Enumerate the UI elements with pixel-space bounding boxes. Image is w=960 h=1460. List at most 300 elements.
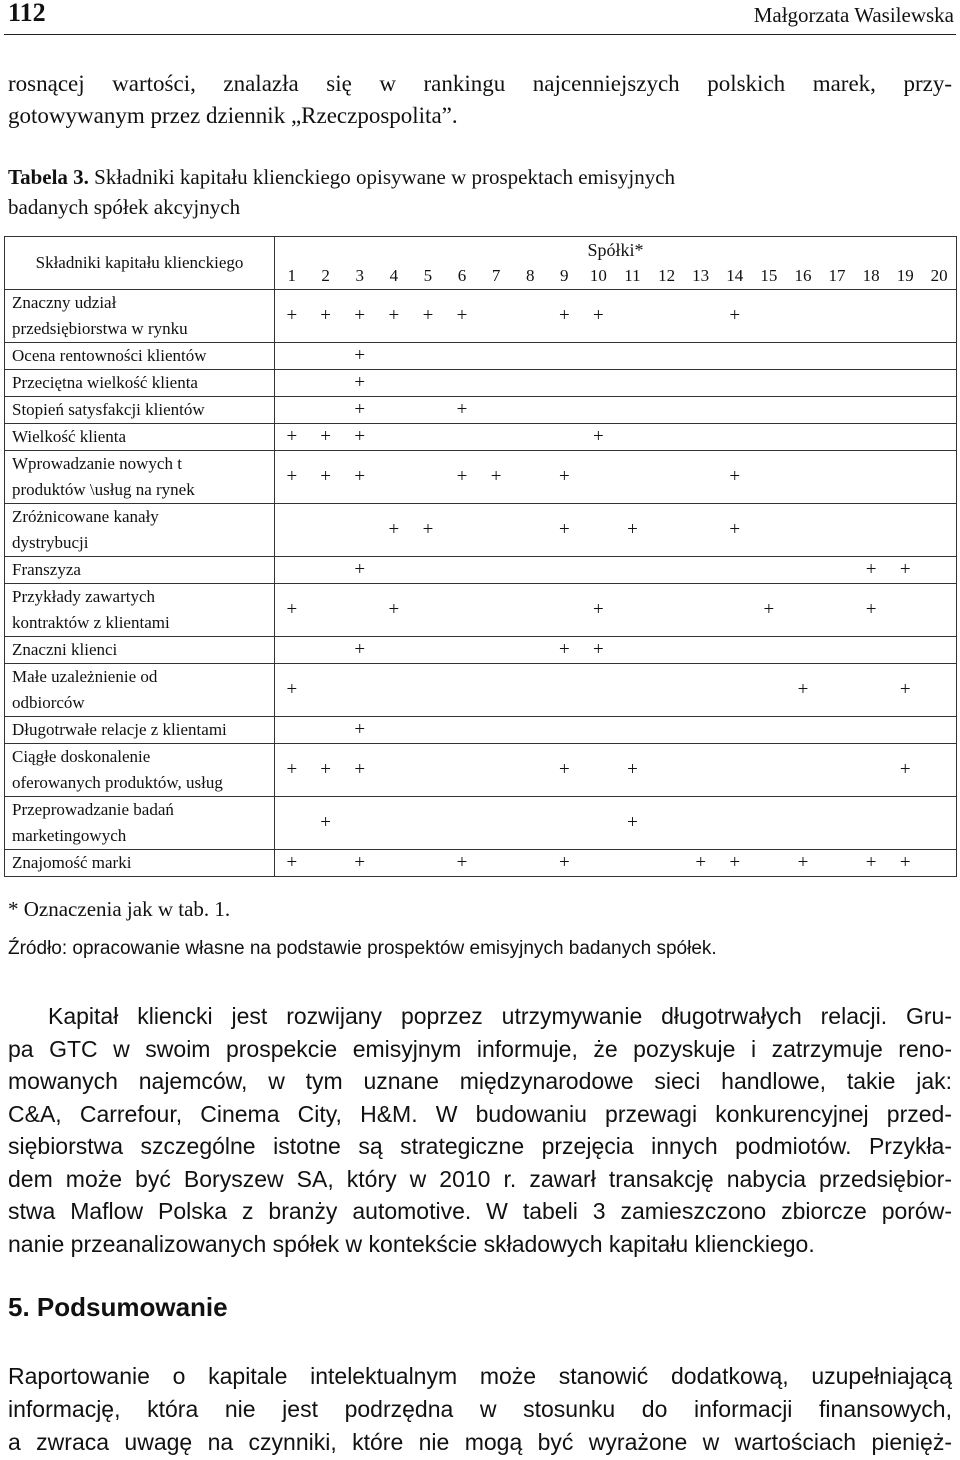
empty-cell xyxy=(479,717,513,744)
empty-cell xyxy=(479,504,513,557)
summary-line: a zwraca uwagę na czynniki, które nie mogą być wyrażone w wartościach pienięż- xyxy=(8,1429,952,1455)
mark-plus: + xyxy=(275,744,309,797)
table-row xyxy=(5,584,957,637)
mark-plus: + xyxy=(275,290,309,343)
row-label-line: Stopień satysfakcji klientów xyxy=(12,400,205,419)
mark-plus: + xyxy=(343,424,377,451)
empty-cell xyxy=(445,664,479,717)
mark-plus: + xyxy=(309,797,343,850)
empty-cell xyxy=(786,557,820,584)
paragraph-line: dem może być Boryszew SA, który w 2010 r. zawarł transakcję nabycia przedsiębior- xyxy=(8,1165,952,1192)
table-row xyxy=(5,557,957,584)
empty-cell xyxy=(513,717,547,744)
column-number: 18 xyxy=(854,263,888,290)
table-row xyxy=(5,797,957,850)
empty-cell xyxy=(922,451,956,504)
column-number: 20 xyxy=(922,263,956,290)
mark-plus: + xyxy=(343,744,377,797)
mark-plus: + xyxy=(581,584,615,637)
empty-cell xyxy=(820,557,854,584)
row-label-line: przedsiębiorstwa w rynku xyxy=(12,319,188,338)
empty-cell xyxy=(445,557,479,584)
empty-cell xyxy=(922,504,956,557)
empty-cell xyxy=(650,717,684,744)
empty-cell xyxy=(650,850,684,877)
mark-plus: + xyxy=(854,850,888,877)
row-label xyxy=(5,584,275,637)
empty-cell xyxy=(581,744,615,797)
column-number: 4 xyxy=(377,263,411,290)
table-source: Źródło: opracowanie własne na podstawie prospektów emisyjnych badanych spółek. xyxy=(8,938,717,959)
empty-cell xyxy=(854,451,888,504)
empty-cell xyxy=(547,424,581,451)
empty-cell xyxy=(445,584,479,637)
empty-cell xyxy=(650,451,684,504)
column-number: 9 xyxy=(547,263,581,290)
empty-cell xyxy=(513,557,547,584)
mark-plus: + xyxy=(309,290,343,343)
empty-cell xyxy=(615,424,649,451)
empty-cell xyxy=(615,370,649,397)
empty-cell xyxy=(752,451,786,504)
empty-cell xyxy=(786,797,820,850)
empty-cell xyxy=(752,343,786,370)
mark-plus: + xyxy=(309,451,343,504)
row-label xyxy=(5,637,275,664)
empty-cell xyxy=(411,664,445,717)
column-number: 19 xyxy=(888,263,922,290)
empty-cell xyxy=(309,504,343,557)
mark-plus: + xyxy=(377,504,411,557)
empty-cell xyxy=(684,797,718,850)
empty-cell xyxy=(615,557,649,584)
empty-cell xyxy=(888,451,922,504)
client-capital-table xyxy=(4,236,957,877)
empty-cell xyxy=(786,343,820,370)
empty-cell xyxy=(922,370,956,397)
empty-cell xyxy=(343,797,377,850)
mark-plus: + xyxy=(547,850,581,877)
row-label xyxy=(5,343,275,370)
empty-cell xyxy=(479,290,513,343)
empty-cell xyxy=(377,370,411,397)
empty-cell xyxy=(718,397,752,424)
empty-cell xyxy=(752,370,786,397)
empty-cell xyxy=(854,744,888,797)
row-label-line: odbiorców xyxy=(12,693,85,712)
mark-plus: + xyxy=(445,850,479,877)
empty-cell xyxy=(513,424,547,451)
column-number: 6 xyxy=(445,263,479,290)
mark-plus: + xyxy=(343,451,377,504)
empty-cell xyxy=(650,370,684,397)
empty-cell xyxy=(275,557,309,584)
mark-plus: + xyxy=(786,850,820,877)
table-caption-line: badanych spółek akcyjnych xyxy=(8,195,241,219)
column-number: 2 xyxy=(309,263,343,290)
empty-cell xyxy=(547,584,581,637)
empty-cell xyxy=(650,424,684,451)
empty-cell xyxy=(411,850,445,877)
row-label xyxy=(5,424,275,451)
empty-cell xyxy=(479,424,513,451)
mark-plus: + xyxy=(718,850,752,877)
section-title: 5. Podsumowanie xyxy=(8,1292,228,1322)
row-label xyxy=(5,290,275,343)
empty-cell xyxy=(922,584,956,637)
empty-cell xyxy=(445,424,479,451)
empty-cell xyxy=(479,370,513,397)
empty-cell xyxy=(377,850,411,877)
empty-cell xyxy=(547,557,581,584)
intro-line: gotowywanym przez dziennik „Rzeczpospolita”. xyxy=(8,103,458,128)
mark-plus: + xyxy=(786,664,820,717)
empty-cell xyxy=(854,370,888,397)
row-label-line: Franszyza xyxy=(12,560,81,579)
empty-cell xyxy=(615,664,649,717)
mark-plus: + xyxy=(343,557,377,584)
empty-cell xyxy=(615,397,649,424)
empty-cell xyxy=(820,637,854,664)
empty-cell xyxy=(377,557,411,584)
empty-cell xyxy=(479,397,513,424)
row-label-line: Przeprowadzanie badań xyxy=(12,800,174,819)
empty-cell xyxy=(615,717,649,744)
empty-cell xyxy=(820,370,854,397)
empty-cell xyxy=(411,451,445,504)
empty-cell xyxy=(820,664,854,717)
empty-cell xyxy=(581,664,615,717)
mark-plus: + xyxy=(275,850,309,877)
intro-line: rosnącej wartości, znalazła się w rankingu najcenniejszych polskich marek, przy- xyxy=(8,71,952,96)
empty-cell xyxy=(922,797,956,850)
paragraph-line: C&A, Carrefour, Cinema City, H&M. W budowaniu przewagi konkurencyjnej przed- xyxy=(8,1100,952,1127)
row-label-line: Przykłady zawartych xyxy=(12,587,156,606)
mark-plus: + xyxy=(888,744,922,797)
empty-cell xyxy=(752,397,786,424)
column-number: 3 xyxy=(343,263,377,290)
empty-cell xyxy=(411,744,445,797)
empty-cell xyxy=(684,504,718,557)
mark-plus: + xyxy=(854,584,888,637)
row-label-line: Znajomość marki xyxy=(12,853,132,872)
summary-line: Raportowanie o kapitale intelektualnym może stanowić dodatkową, uzupełniającą xyxy=(8,1363,952,1389)
empty-cell xyxy=(752,637,786,664)
row-label-line: kontraktów z klientami xyxy=(12,613,170,632)
empty-cell xyxy=(888,797,922,850)
empty-cell xyxy=(786,744,820,797)
empty-cell xyxy=(650,504,684,557)
table-label: Tabela 3. xyxy=(8,165,89,189)
row-label-line: produktów \usług na rynek xyxy=(12,480,195,499)
empty-cell xyxy=(445,717,479,744)
mark-plus: + xyxy=(547,637,581,664)
empty-cell xyxy=(581,850,615,877)
empty-cell xyxy=(820,850,854,877)
empty-cell xyxy=(615,584,649,637)
empty-cell xyxy=(820,290,854,343)
empty-cell xyxy=(922,744,956,797)
empty-cell xyxy=(854,290,888,343)
row-label-line: Małe uzależnienie od xyxy=(12,667,158,686)
empty-cell xyxy=(684,343,718,370)
empty-cell xyxy=(343,664,377,717)
empty-cell xyxy=(581,343,615,370)
empty-cell xyxy=(922,343,956,370)
empty-cell xyxy=(479,584,513,637)
empty-cell xyxy=(650,557,684,584)
empty-cell xyxy=(445,744,479,797)
column-number: 1 xyxy=(275,263,309,290)
column-number: 13 xyxy=(684,263,718,290)
empty-cell xyxy=(377,797,411,850)
empty-cell xyxy=(854,717,888,744)
empty-cell xyxy=(684,290,718,343)
empty-cell xyxy=(479,744,513,797)
empty-cell xyxy=(547,664,581,717)
empty-cell xyxy=(684,451,718,504)
empty-cell xyxy=(479,664,513,717)
empty-cell xyxy=(377,397,411,424)
paragraph-line: siębiorstwa szczególne istotne są strategiczne przejęcia innych podmiotów. Przykła- xyxy=(8,1133,952,1159)
empty-cell xyxy=(820,424,854,451)
empty-cell xyxy=(513,504,547,557)
page-number: 112 xyxy=(8,0,46,27)
row-label xyxy=(5,557,275,584)
row-label xyxy=(5,664,275,717)
paragraph-line: pa GTC w swoim prospekcie emisyjnym informuje, że pozyskuje i zatrzymuje reno- xyxy=(8,1035,952,1062)
mark-plus: + xyxy=(479,451,513,504)
column-number: 10 xyxy=(581,263,615,290)
empty-cell xyxy=(377,744,411,797)
row-label-line: Wprowadzanie nowych t xyxy=(12,454,182,473)
mark-plus: + xyxy=(445,451,479,504)
row-label-line: Ocena rentowności klientów xyxy=(12,346,207,365)
empty-cell xyxy=(309,343,343,370)
empty-cell xyxy=(752,557,786,584)
empty-cell xyxy=(752,664,786,717)
mark-plus: + xyxy=(343,290,377,343)
empty-cell xyxy=(479,343,513,370)
row-label xyxy=(5,451,275,504)
column-number: 5 xyxy=(411,263,445,290)
row-label-line: marketingowych xyxy=(12,826,127,845)
empty-cell xyxy=(377,717,411,744)
empty-cell xyxy=(718,584,752,637)
mark-plus: + xyxy=(752,584,786,637)
empty-cell xyxy=(275,397,309,424)
column-number: 15 xyxy=(752,263,786,290)
empty-cell xyxy=(309,557,343,584)
empty-cell xyxy=(684,664,718,717)
empty-cell xyxy=(275,504,309,557)
table-row xyxy=(5,664,957,717)
empty-cell xyxy=(820,717,854,744)
empty-cell xyxy=(922,424,956,451)
group-header: Spółki* xyxy=(275,237,957,264)
table-row xyxy=(5,343,957,370)
empty-cell xyxy=(513,451,547,504)
row-label xyxy=(5,797,275,850)
table-row xyxy=(5,637,957,664)
empty-cell xyxy=(343,504,377,557)
empty-cell xyxy=(445,343,479,370)
mark-plus: + xyxy=(547,504,581,557)
empty-cell xyxy=(684,424,718,451)
paragraph-line: stwa Maflow Polska z branży automotive. W tabeli 3 zamieszczono zbiorcze porów- xyxy=(8,1198,952,1224)
mark-plus: + xyxy=(581,290,615,343)
mark-plus: + xyxy=(377,584,411,637)
summary-line: informację, która nie jest podrzędna w stosunku do informacji finansowych, xyxy=(8,1396,952,1422)
mark-plus: + xyxy=(718,504,752,557)
empty-cell xyxy=(513,744,547,797)
empty-cell xyxy=(547,797,581,850)
empty-cell xyxy=(547,343,581,370)
mark-plus: + xyxy=(411,290,445,343)
mark-plus: + xyxy=(718,451,752,504)
empty-cell xyxy=(888,584,922,637)
table-row xyxy=(5,424,957,451)
mark-plus: + xyxy=(615,797,649,850)
empty-cell xyxy=(581,717,615,744)
empty-cell xyxy=(343,584,377,637)
mark-plus: + xyxy=(309,744,343,797)
empty-cell xyxy=(650,584,684,637)
empty-cell xyxy=(445,370,479,397)
empty-cell xyxy=(684,397,718,424)
table-row xyxy=(5,850,957,877)
row-label xyxy=(5,370,275,397)
empty-cell xyxy=(888,290,922,343)
empty-cell xyxy=(275,343,309,370)
empty-cell xyxy=(377,451,411,504)
empty-cell xyxy=(615,290,649,343)
mark-plus: + xyxy=(445,290,479,343)
column-number: 17 xyxy=(820,263,854,290)
empty-cell xyxy=(581,370,615,397)
empty-cell xyxy=(922,557,956,584)
empty-cell xyxy=(275,797,309,850)
empty-cell xyxy=(650,637,684,664)
empty-cell xyxy=(888,397,922,424)
empty-cell xyxy=(888,717,922,744)
mark-plus: + xyxy=(615,744,649,797)
column-number: 8 xyxy=(513,263,547,290)
empty-cell xyxy=(786,397,820,424)
mark-plus: + xyxy=(275,664,309,717)
empty-cell xyxy=(309,717,343,744)
empty-cell xyxy=(275,370,309,397)
empty-cell xyxy=(718,717,752,744)
mark-plus: + xyxy=(854,557,888,584)
empty-cell xyxy=(411,370,445,397)
empty-cell xyxy=(718,664,752,717)
table-row xyxy=(5,451,957,504)
mark-plus: + xyxy=(445,397,479,424)
empty-cell xyxy=(309,584,343,637)
empty-cell xyxy=(718,370,752,397)
empty-cell xyxy=(820,797,854,850)
empty-cell xyxy=(513,637,547,664)
empty-cell xyxy=(513,397,547,424)
empty-cell xyxy=(854,664,888,717)
empty-cell xyxy=(309,850,343,877)
mark-plus: + xyxy=(684,850,718,877)
empty-cell xyxy=(377,343,411,370)
mark-plus: + xyxy=(343,637,377,664)
empty-cell xyxy=(684,717,718,744)
empty-cell xyxy=(718,744,752,797)
empty-cell xyxy=(888,637,922,664)
empty-cell xyxy=(854,797,888,850)
column-number: 12 xyxy=(650,263,684,290)
table-caption-line: Składniki kapitału klienckiego opisywane w prospektach emisyjnych xyxy=(94,165,676,189)
row-header: Składniki kapitału klienckiego xyxy=(5,237,275,290)
empty-cell xyxy=(445,504,479,557)
table-row xyxy=(5,397,957,424)
empty-cell xyxy=(752,504,786,557)
empty-cell xyxy=(786,717,820,744)
empty-cell xyxy=(684,744,718,797)
empty-cell xyxy=(411,557,445,584)
mark-plus: + xyxy=(275,451,309,504)
empty-cell xyxy=(684,584,718,637)
empty-cell xyxy=(752,290,786,343)
empty-cell xyxy=(513,664,547,717)
mark-plus: + xyxy=(343,850,377,877)
empty-cell xyxy=(275,717,309,744)
empty-cell xyxy=(820,343,854,370)
empty-cell xyxy=(888,424,922,451)
mark-plus: + xyxy=(888,557,922,584)
empty-cell xyxy=(650,744,684,797)
empty-cell xyxy=(718,557,752,584)
column-number: 14 xyxy=(718,263,752,290)
empty-cell xyxy=(309,664,343,717)
mark-plus: + xyxy=(343,370,377,397)
empty-cell xyxy=(786,584,820,637)
empty-cell xyxy=(479,797,513,850)
empty-cell xyxy=(377,664,411,717)
empty-cell xyxy=(411,637,445,664)
empty-cell xyxy=(718,797,752,850)
mark-plus: + xyxy=(888,664,922,717)
row-label xyxy=(5,744,275,797)
empty-cell xyxy=(581,797,615,850)
table-row xyxy=(5,370,957,397)
empty-cell xyxy=(650,797,684,850)
empty-cell xyxy=(718,343,752,370)
empty-cell xyxy=(684,557,718,584)
empty-cell xyxy=(752,717,786,744)
table-note: * Oznaczenia jak w tab. 1. xyxy=(8,897,231,921)
paragraph-line: mowanych najemców, w tym uznane międzynarodowe sieci handlowe, takie jak: xyxy=(8,1068,952,1094)
empty-cell xyxy=(513,290,547,343)
empty-cell xyxy=(786,504,820,557)
mark-plus: + xyxy=(547,744,581,797)
empty-cell xyxy=(718,424,752,451)
empty-cell xyxy=(854,343,888,370)
empty-cell xyxy=(820,451,854,504)
paragraph-line: Kapitał kliencki jest rozwijany poprzez utrzymywanie długotrwałych relacji. Gru- xyxy=(48,1003,952,1029)
empty-cell xyxy=(479,850,513,877)
empty-cell xyxy=(377,424,411,451)
mark-plus: + xyxy=(888,850,922,877)
empty-cell xyxy=(786,637,820,664)
row-label-line: Znaczni klienci xyxy=(12,640,118,659)
empty-cell xyxy=(854,397,888,424)
summary-paragraph xyxy=(8,1360,952,1459)
